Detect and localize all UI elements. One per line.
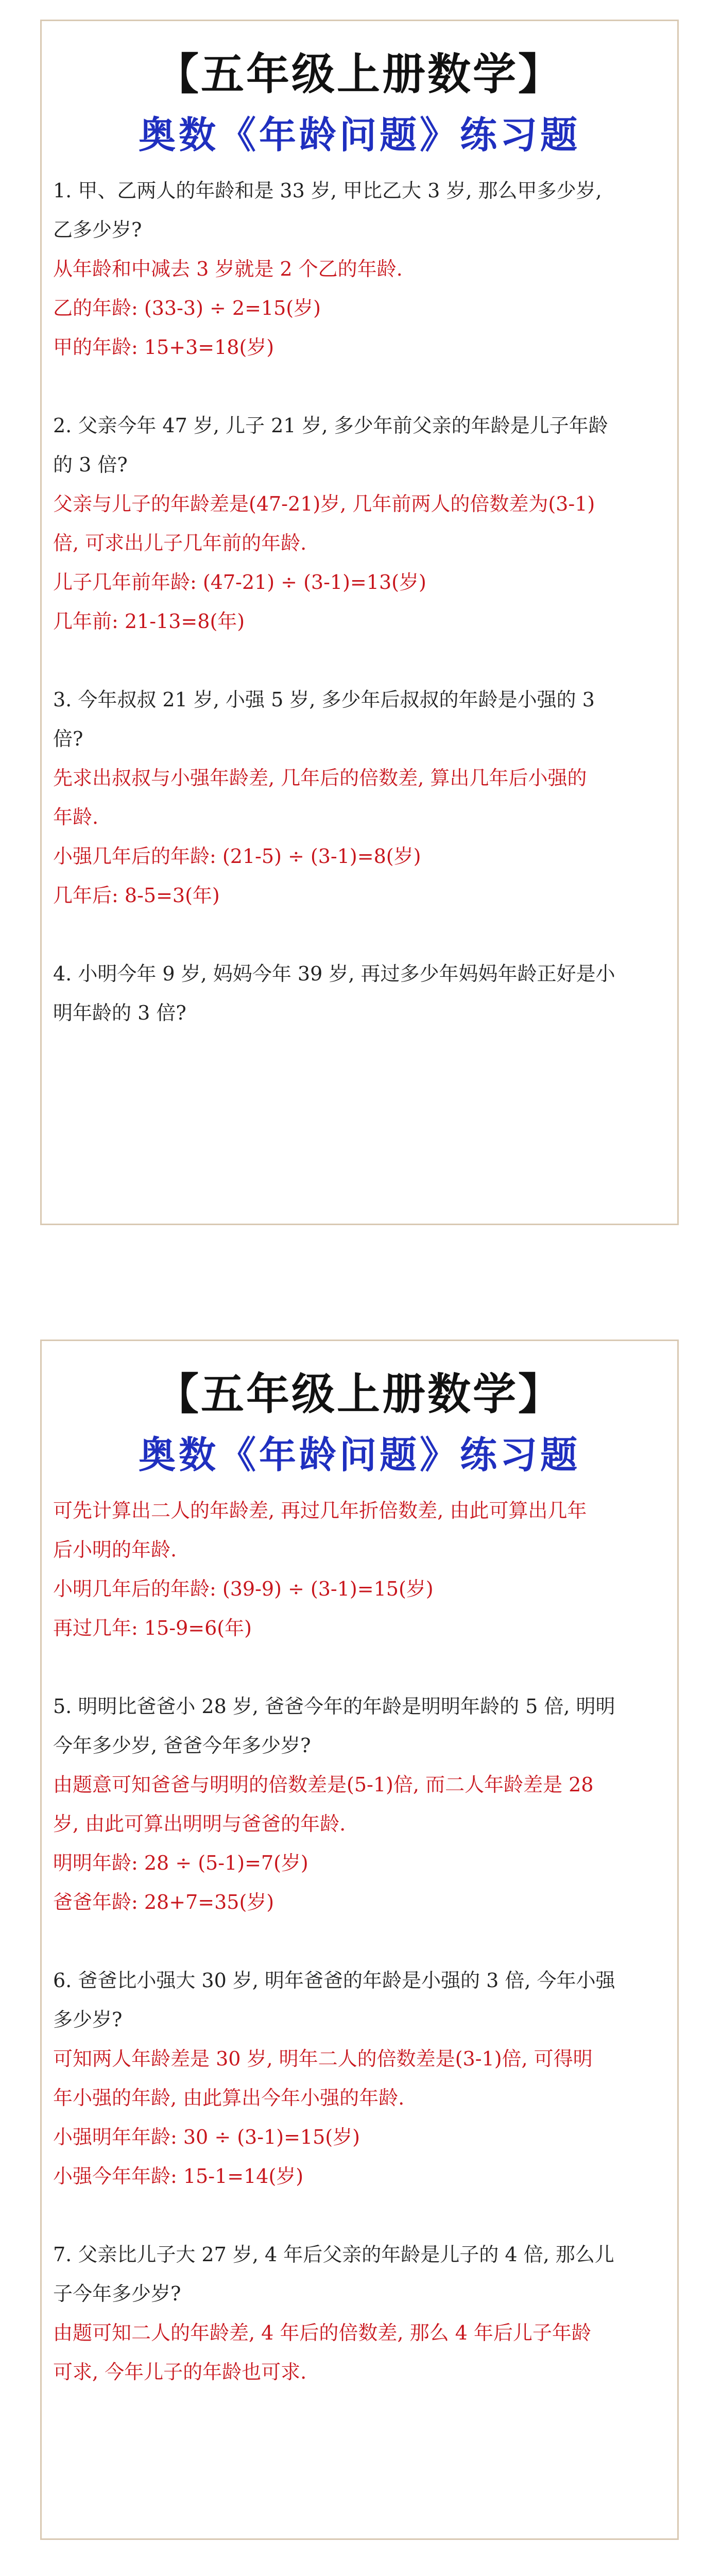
answer-line: 倍, 可求出儿子几年前的年龄.	[53, 532, 307, 554]
question-line: 1. 甲、乙两人的年龄和是 33 岁, 甲比乙大 3 岁, 那么甲多少岁,	[53, 179, 602, 202]
answer-line: 儿子几年前年龄: (47-21) ÷ (3-1)=13(岁)	[53, 571, 426, 594]
spacer	[53, 1648, 666, 1687]
answer-line: 可求, 今年儿子的年龄也可求.	[53, 2361, 307, 2383]
question-line: 5. 明明比爸爸小 28 岁, 爸爸今年的年龄是明明年龄的 5 倍, 明明	[53, 1695, 615, 1718]
answer-line: 岁, 由此可算出明明与爸爸的年龄.	[53, 1812, 346, 1835]
answer-line: 爸爸年龄: 28+7=35(岁)	[53, 1891, 274, 1913]
question-line: 3. 今年叔叔 21 岁, 小强 5 岁, 多少年后叔叔的年龄是小强的 3	[53, 688, 595, 711]
answer-line: 可知两人年龄差是 30 岁, 明年二人的倍数差是(3-1)倍, 可得明	[53, 2047, 593, 2070]
question-line: 2. 父亲今年 47 岁, 儿子 21 岁, 多少年前父亲的年龄是儿子年龄	[53, 414, 608, 437]
answer-line: 从年龄和中减去 3 岁就是 2 个乙的年龄.	[53, 258, 403, 280]
answer-line: 几年前: 21-13=8(年)	[53, 610, 245, 633]
spacer	[53, 367, 666, 406]
answer-line: 小强今年年龄: 15-1=14(岁)	[53, 2165, 304, 2188]
question-line: 乙多少岁?	[53, 218, 142, 241]
spacer	[53, 641, 666, 680]
question-line: 7. 父亲比儿子大 27 岁, 4 年后父亲的年龄是儿子的 4 倍, 那么儿	[53, 2243, 614, 2266]
answer-line: 后小明的年龄.	[53, 1538, 177, 1561]
spacer	[53, 915, 666, 954]
worksheet-page-2	[40, 1340, 679, 2540]
answer-line: 小强几年后的年龄: (21-5) ÷ (3-1)=8(岁)	[53, 845, 421, 868]
worksheet-page-1	[40, 20, 679, 1225]
answer-line: 几年后: 8-5=3(年)	[53, 884, 220, 907]
answer-line: 先求出叔叔与小强年龄差, 几年后的倍数差, 算出几年后小强的	[53, 767, 587, 789]
answer-line: 乙的年龄: (33-3) ÷ 2=15(岁)	[53, 297, 321, 319]
page-subtitle: 奥数《年龄问题》练习题	[138, 1433, 580, 1477]
answer-line: 可先计算出二人的年龄差, 再过几年折倍数差, 由此可算出几年	[53, 1499, 587, 1522]
question-line: 倍?	[53, 727, 83, 750]
question-line: 6. 爸爸比小强大 30 岁, 明年爸爸的年龄是小强的 3 倍, 今年小强	[53, 1969, 615, 1992]
answer-line: 由题可知二人的年龄差, 4 年后的倍数差, 那么 4 年后儿子年龄	[53, 2321, 591, 2344]
question-line: 多少岁?	[53, 2008, 123, 2031]
spacer	[53, 2196, 666, 2235]
answer-line: 小强明年年龄: 30 ÷ (3-1)=15(岁)	[53, 2126, 360, 2148]
answer-line: 再过几年: 15-9=6(年)	[53, 1617, 252, 1639]
answer-line: 甲的年龄: 15+3=18(岁)	[53, 336, 274, 359]
page-subtitle: 奥数《年龄问题》练习题	[138, 113, 580, 157]
question-line: 今年多少岁, 爸爸今年多少岁?	[53, 1734, 311, 1757]
answer-line: 由题意可知爸爸与明明的倍数差是(5-1)倍, 而二人年龄差是 28	[53, 1773, 594, 1796]
page-body	[42, 1491, 677, 2392]
page-title: 【五年级上册数学】	[155, 49, 563, 99]
page-title: 【五年级上册数学】	[155, 1369, 563, 1419]
answer-line: 年小强的年龄, 由此算出今年小强的年龄.	[53, 2087, 405, 2109]
answer-line: 年龄.	[53, 806, 99, 828]
question-line: 的 3 倍?	[53, 453, 128, 476]
question-line: 明年龄的 3 倍?	[53, 1002, 186, 1024]
spacer	[53, 1922, 666, 1961]
question-line: 4. 小明今年 9 岁, 妈妈今年 39 岁, 再过多少年妈妈年龄正好是小	[53, 962, 615, 985]
page-body	[42, 171, 677, 1032]
answer-line: 父亲与儿子的年龄差是(47-21)岁, 几年前两人的倍数差为(3-1)	[53, 493, 595, 515]
answer-line: 明明年龄: 28 ÷ (5-1)=7(岁)	[53, 1852, 308, 1874]
question-line: 子今年多少岁?	[53, 2282, 181, 2305]
answer-line: 小明几年后的年龄: (39-9) ÷ (3-1)=15(岁)	[53, 1578, 434, 1600]
